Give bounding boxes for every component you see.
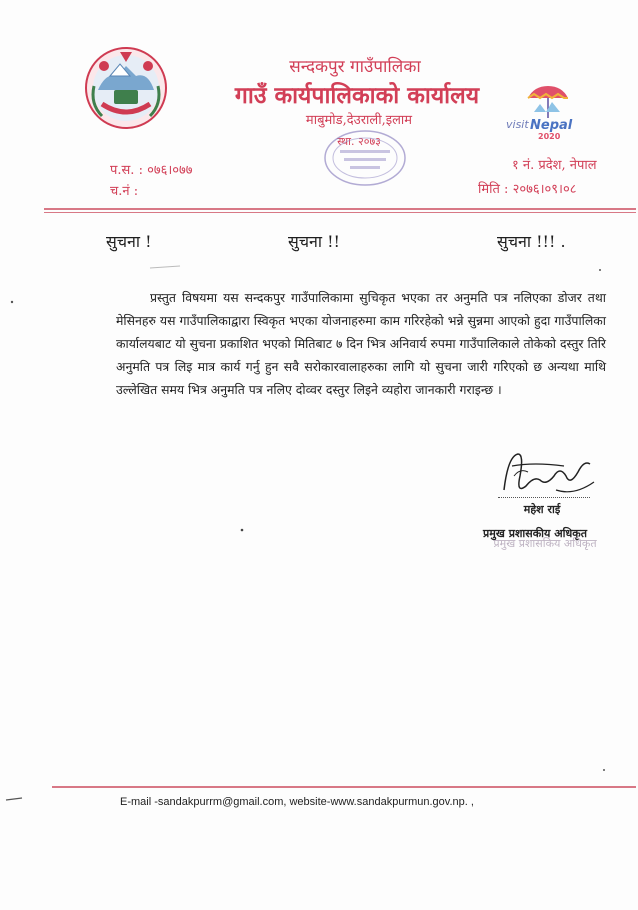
office-address: माबुमोड,देउराली,इलाम (305, 113, 413, 128)
svg-text:Nepal: Nepal (530, 118, 573, 133)
signatory-title: प्रमुख प्रशासकीय अधिकृत (483, 527, 587, 540)
notice-body: प्रस्तुत विषयमा यस सन्दकपुर गाउँपालिकामा सुचिकृत भएका तर अनुमति पत्र नलिएका डोजर तथा मेसिनहरु यस गाउँपालिकाद्वारा स्विकृत भएका योजनाहरुमा काम गरिरहेको भन्ने सुन्नमा आएको हुदा गाउँपालिका कार्यालयबाट यो सुचना प्रकाशित भएको मितिबाट ७ दिन भित्र अनिवार्य रुपमा गाउँपालिकाले तोकेको दस्तुर तिरि अनुमति पत्र लिइ मात्र कार्य गर्नु हुन सवै सरोकारवालाहरुका लागि यो सुचना जारी गरिएको छ अन्यथा माथि उल्लेखित समय भित्र अनुमति पत्र नलिए दोव्वर दस्तुर लिइने व्यहोरा जानकारी गराइन्छ । (116, 290, 606, 397)
establishment-year: स्था. २०७३ (337, 135, 381, 148)
office-name: गाउँ कार्यपालिकाको कार्यालय (234, 82, 480, 109)
signatory-name: महेश राई (523, 503, 561, 516)
notice-heading-3: सुचना !!! . (497, 232, 566, 251)
svg-text:visit: visit (506, 118, 529, 131)
dispatch-number: च.नं : (110, 184, 139, 199)
notice-heading-2: सुचना !! (288, 232, 340, 251)
reference-number: प.स. : ०७६।०७७ (110, 163, 193, 178)
svg-text:2020: 2020 (538, 132, 561, 141)
notice-heading-1: सुचना ! (106, 232, 152, 251)
signatory-stamp: प्रमुख प्रशासकिय अधिकृत (493, 537, 597, 550)
letter-date: मिति : २०७६।०९।०८ (478, 182, 577, 197)
municipality-name: सन्दकपुर गाउँपालिका (289, 57, 421, 77)
footer-contact: E-mail -sandakpurrm@gmail.com, website-www.sandakpurmun.gov.np. , (120, 796, 474, 808)
province-label: १ नं. प्रदेश, नेपाल (512, 158, 597, 173)
